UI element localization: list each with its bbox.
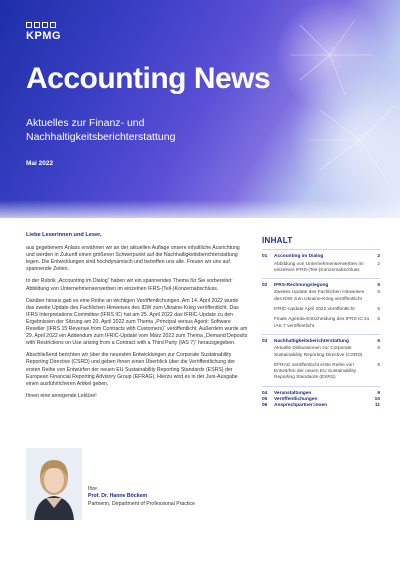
- toc-title: INHALT: [262, 236, 293, 245]
- toc-entry[interactable]: 06 Ansprechpartner:innen 11: [262, 403, 380, 409]
- toc-entry[interactable]: 04 Veranstaltungen 9: [262, 390, 380, 396]
- toc-group: [262, 386, 380, 410]
- letter-paragraph: Darüber hinaus gab es eine Reihe an wichtigen Veröffentlichungen. Am 14. April 2022 wurde das zweite Update des Fachlichen Hinweises des IDW zum Ukraine-Krieg veröffentlicht. Das IFRS Interpretations Committee (IFRS IC) hat am 25. April 2022 das IFRIC-Update zu den Ergebnissen der Sitzung am 20. April 2022 zum Thema „Principal versus Agent: Software Reseller (IFRS 15 Revenue from Contracts with Customers)“ veröffentlicht. Außerdem wurde am 29. April 2022 ein Addendum zum IFRIC-Update vom März 2022 zum Thema „Demand Deposits with Restrictions on Use arising from a Contract with a Third Party (IAS 7)“ herausgegeben.: [26, 297, 248, 347]
- toc-entry[interactable]: 03 Nachhaltigkeitsberichterstattung 6: [262, 338, 380, 344]
- toc-group: [262, 278, 380, 330]
- signature-block: [88, 486, 195, 508]
- toc-subentry[interactable]: IFRIC-Update April 2022 veröffentlicht 5: [274, 307, 380, 313]
- letter-closing: Ihnen eine anregende Lektüre!: [26, 392, 97, 399]
- table-of-contents: [262, 238, 380, 413]
- signature-prefix: Ihre: [88, 486, 97, 492]
- toc-subentry[interactable]: Aktuelle Diskussionen zur Corporate Sustainability Reporting Directive (CSRD) 6: [274, 346, 380, 358]
- letter-greeting: Liebe Leserinnen und Leser,: [26, 232, 102, 238]
- toc-entry[interactable]: 01 Accounting im Dialog 2: [262, 254, 380, 260]
- logo-text: KPMG: [26, 30, 61, 42]
- toc-group: [262, 334, 380, 382]
- letter-paragraph: In der Rubrik „Accounting im Dialog“ haben wir ein spannendes Thema für Sie vorbereitet: Abbildung von Unternehmenserwerben im einzelnen IFRS-(Teil-)Konzernabschluss.: [26, 278, 233, 292]
- page-title: Accounting News: [26, 62, 271, 95]
- toc-group: [262, 249, 380, 274]
- toc-subentry[interactable]: EFRAG veröffentlicht erste Reihe von Entwürfen der neuen EU Sustainability Reporting Standards (ESRS) 8: [274, 362, 380, 381]
- toc-subentry[interactable]: Abbildung von Unternehmenserwerben im einzelnen IFRS-(Teil-)Konzernabschluss 2: [274, 261, 380, 273]
- letter-paragraph: Abschließend berichten wir über die neuesten Entwicklungen zur Corporate Sustainability Reporting Directive (CSRD) und geben Ihnen einen Überblick über die Veröffentlichung der ersten Reihe von Entwürfen der neuen EU Sustainability Reporting Standards (ESRS) der European Financial Reporting Advisory Group (EFRAG). Hierzu wird es in der Juni-Ausgabe einen ausführlicheren Artikel geben.: [26, 352, 238, 387]
- issue-date: Mai 2022: [26, 160, 54, 167]
- portrait-image: [26, 448, 82, 520]
- letter-paragraph: aus gegebenem Anlass erwähnen wir an der aktuellen Auflage unsere inhaltliche Ausrichtung und werden in Zukunft einen größeren Schwerpunkt auf die Nachhaltigkeitsberichterstattung legen. Die Entwicklungen sind hochdynamisch und betreffen uns alle. Freuen wir uns auf spannende Zeiten.: [26, 245, 240, 273]
- toc-entry[interactable]: 05 Veröffentlichungen 10: [262, 397, 380, 403]
- kpmg-logo: [26, 22, 61, 42]
- header-banner: [0, 0, 400, 218]
- author-portrait: [26, 448, 82, 520]
- page-subtitle: Aktuelles zur Finanz- und Nachhaltigkeitsberichterstattung: [26, 117, 176, 143]
- toc-subentry[interactable]: Zweites Update des Fachlichen Hinweises des IDW zum Ukraine-Krieg veröffentlicht 5: [274, 290, 380, 302]
- signature-name: Prof. Dr. Hanne Böckem: [88, 493, 148, 500]
- toc-entry[interactable]: 02 IFRS-Rechnungslegung 5: [262, 283, 380, 289]
- toc-subentry[interactable]: Finale Agenda-Entscheidung des IFRS IC zu IAS 7 veröffentlicht 5: [274, 317, 380, 329]
- editorial-letter: [26, 232, 248, 405]
- signature-role: Partnerin, Department of Professional Practice: [88, 500, 195, 507]
